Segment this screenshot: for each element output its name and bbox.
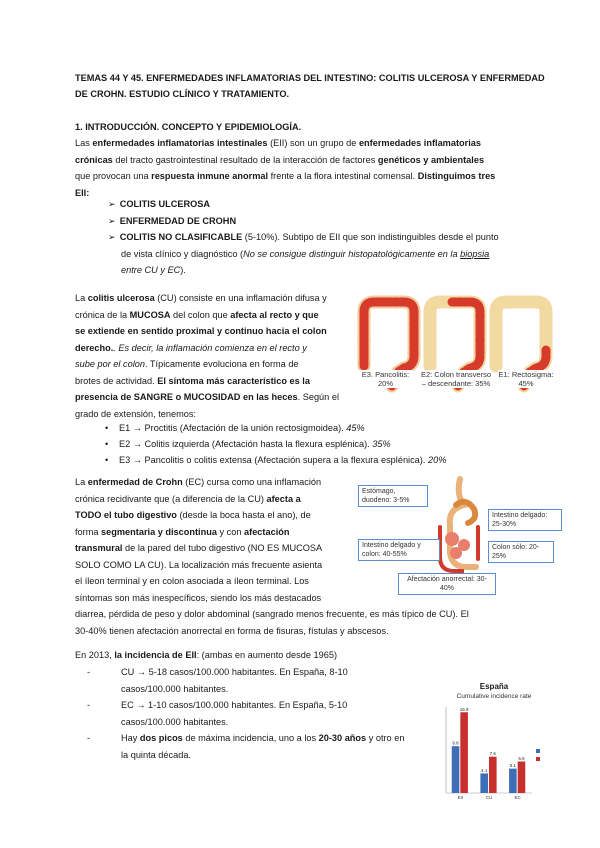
bar-value-label: 9.8 [452,740,459,746]
bar-value-label: 16.9 [459,706,469,712]
section-heading: 1. INTRODUCCIÓN. CONCEPTO Y EPIDEMIOLOGÍA. [75,122,302,132]
incidence-heading: En 2013, la incidencia de EII: (ambas en aumento desde 1965) [75,650,338,660]
bar [509,769,517,793]
e2-caption: E2: Colon transverso – descendante: 35% [420,370,492,388]
extent-item: • E3 → Pancolitis o colitis extensa (Afectación supera a la flexura esplénica). 20% [105,455,447,465]
x-tick-label: EII [457,795,464,800]
e1-caption: E1: Rectosigma: 45% [498,370,554,388]
cu-paragraph: La colitis ulcerosa (CU) consiste en una inflamación difusa y crónica de la MUCOSA del colon que afecta al recto y que se extiende en sentido proximal y continuo hacia el colon derecho.. Es decir, la inflamación comienza en el recto y sube por el colon. Típicamente evoluciona en forma de brotes de actividad. El síntoma más característico es la presencia de SANGRE o MUCOSIDAD en las heces. Según el grado de extensión, tenemos: [75,293,339,419]
incidence-item: - EC → 1-10 casos/100.000 habitantes. En España, 5-10 casos/100.000 habitantes. [87,700,348,727]
incidence-item: - CU → 5-18 casos/100.000 habitantes. En España, 8-10 casos/100.000 habitantes. [87,667,348,694]
chart-title: España [479,682,509,691]
list-item: ➢ COLITIS ULCEROSA [108,199,211,209]
legend-swatch [536,749,540,753]
label-small-intestine: Intestino delgado: 25-30% [488,509,562,531]
bar-value-label: 7.6 [489,751,496,757]
bar-value-label: 4.1 [481,767,488,773]
chart-subtitle: Cumulative incidence rate [456,693,532,700]
x-tick-label: CU [485,795,493,800]
crohn-location-illustration [352,475,562,592]
chart-plot [432,701,556,807]
bar [460,712,468,793]
ec-paragraph: La enfermedad de Crohn (EC) cursa como una inflamación crónica recidivante que (a diferencia de la CU) afecta a TODO el tubo digestivo (desde la boca hasta el ano), de forma segmentaria y discontinua y con afectación transmural de la pared del tubo digestivo (NO ES MUCOSA SOLO COMO LA CU). La localización más frecuente asienta el íleon terminal y en colon asociada a íleon terminal. Los síntomas son más inespecíficos, siendo los más destacados [75,477,323,603]
bar [489,757,497,793]
ec-paragraph-cont: diarrea, pérdida de peso y dolor abdominal (sangrado menos frecuente, es más típico de CU). El 30-40% tienen afectación anorrectal en forma de fisuras, fístulas y abscesos. [75,609,469,636]
document-title: TEMAS 44 Y 45. ENFERMEDADES INFLAMATORIAS DEL INTESTINO: COLITIS ULCEROSA Y ENFERMEDAD DE CROHN. ESTUDIO CLÍNICO Y TRATAMIENTO. [75,73,545,99]
colitis-extent-illustration [352,294,557,394]
bar [452,746,460,793]
intro-paragraph: Las enfermedades inflamatorias intestinales (EII) son un grupo de enfermedades inflamatorias crónicas del tracto gastrointestinal resultado de la interacción de factores genéticos y ambientales que provocan una respuesta inmune anormal frente a la flora intestinal comensal. Distinguimos tres EII: [75,138,496,198]
extent-item: • E2 → Colitis izquierda (Afectación hasta la flexura esplénica). 35% [105,439,391,449]
bar [518,761,526,793]
label-anorectal: Afectación anorrectal: 30-40% [398,573,496,595]
bar-value-label: 6.6 [518,755,525,761]
x-tick-label: EC [514,795,521,800]
e3-caption: E3. Pancolitis: 20% [358,370,413,388]
incidence-chart [432,682,556,810]
label-stomach: Estómago, duodeno: 3-5% [358,485,428,507]
incidence-item: - Hay dos picos de máxima incidencia, uno a los 20-30 años y otro en la quinta década. [87,733,405,760]
extent-item: • E1 → Proctitis (Afectación de la unión rectosigmoidea). 45% [105,423,365,433]
bar [480,773,488,793]
bar-value-label: 5.1 [509,763,516,769]
legend-swatch [536,757,540,761]
list-item: ➢ COLITIS NO CLASIFICABLE (5-10%). Subtipo de EII que son indistinguibles desde el punto de vista clínico y diagnóstico (No se consigue distinguir histopatológicamente en la biopsia entre CU y EC). [108,232,499,275]
label-colon-only: Colon sólo: 20-25% [488,541,554,563]
list-item: ➢ ENFERMEDAD DE CROHN [108,216,237,226]
label-ileum-colon: Intestino delgado y colon: 40-55% [358,539,440,561]
